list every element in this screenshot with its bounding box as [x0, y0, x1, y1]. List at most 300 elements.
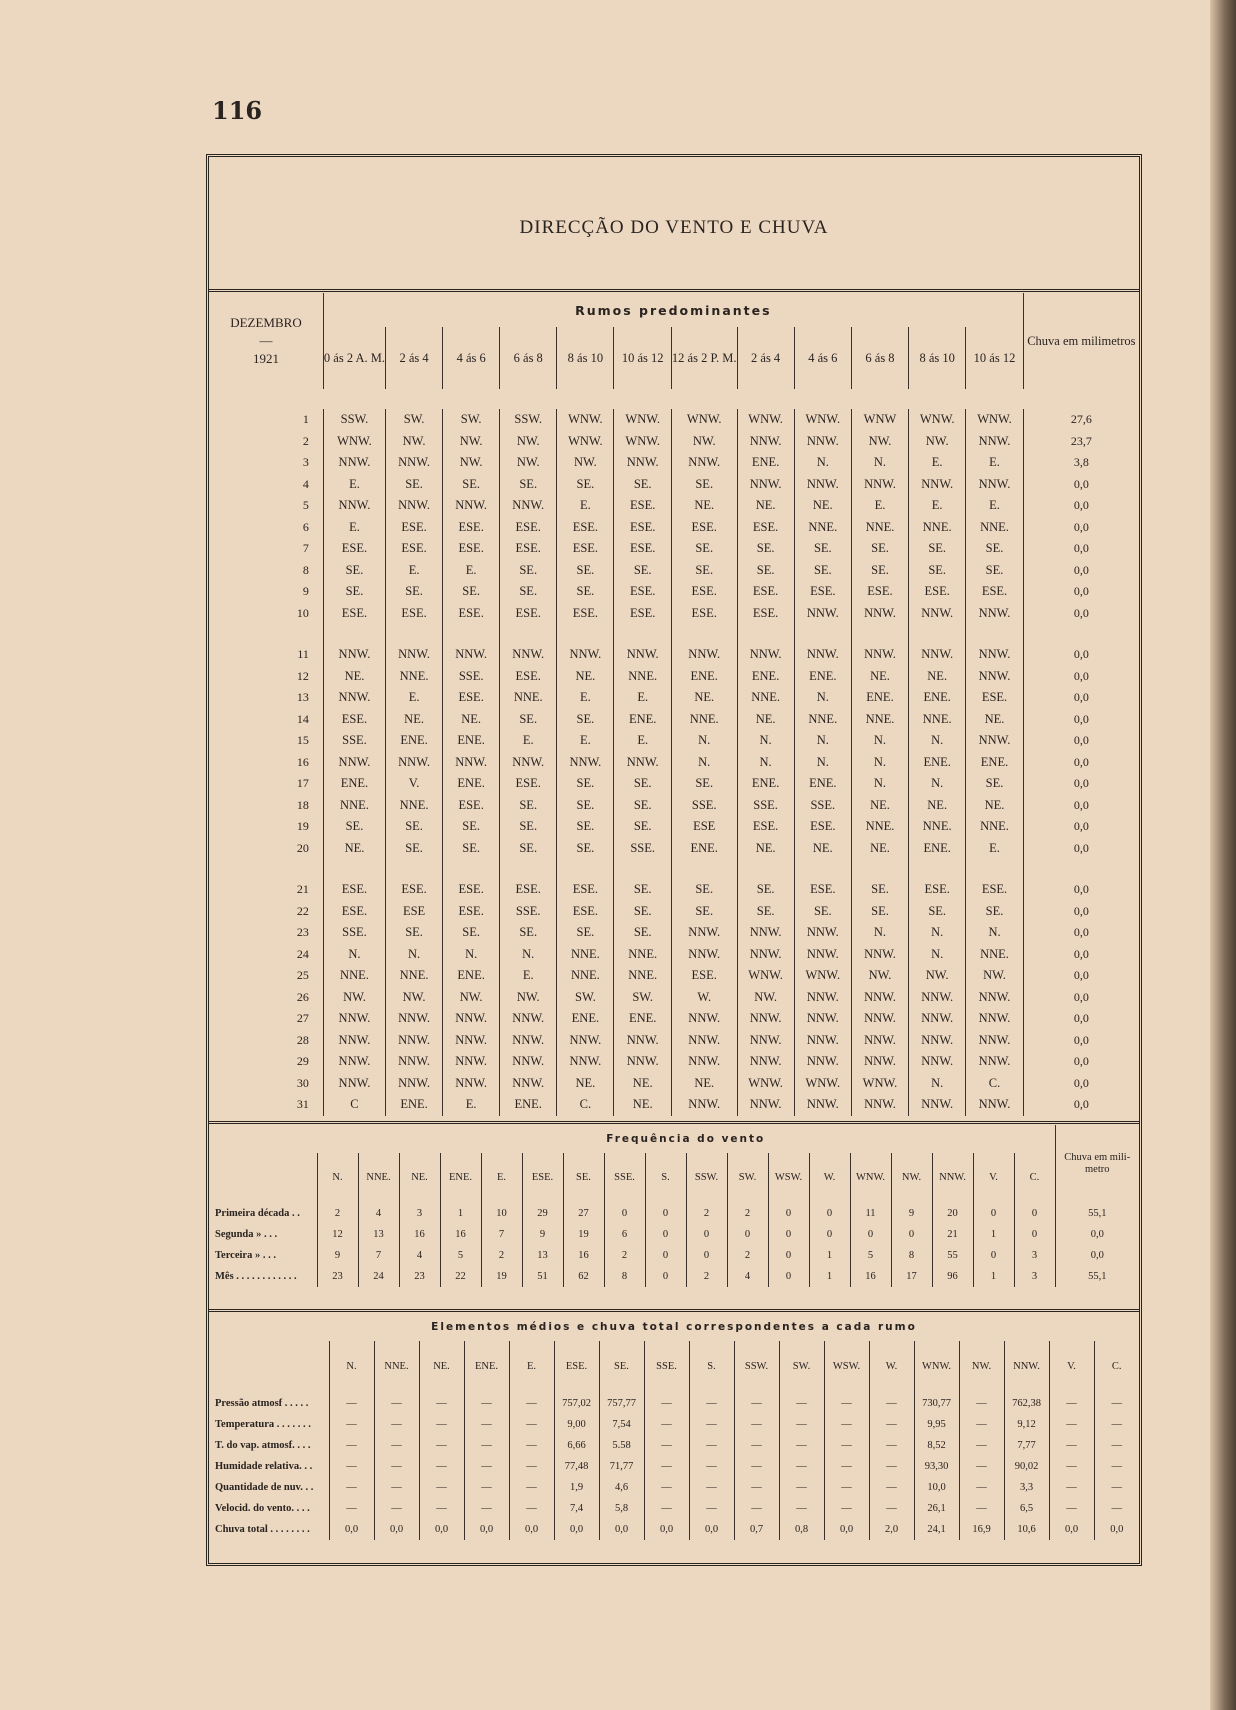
frequency-value: 55: [932, 1245, 973, 1266]
gap-cell: [737, 624, 794, 644]
wind-direction-cell: NNW.: [909, 474, 966, 496]
rain-cell: 0,0: [1023, 517, 1139, 539]
elements-value: 0,0: [509, 1519, 554, 1540]
wind-direction-cell: SE.: [909, 901, 966, 923]
frequency-column-header: SW.: [727, 1153, 768, 1203]
wind-direction-cell: NNW.: [909, 644, 966, 666]
wind-direction-cell: NNW.: [557, 752, 614, 774]
wind-direction-cell: SE.: [966, 901, 1023, 923]
elements-value: —: [869, 1435, 914, 1456]
elements-value: 0,0: [464, 1519, 509, 1540]
elements-column-header: WNW.: [914, 1341, 959, 1393]
month-label: DEZEMBRO: [230, 315, 302, 330]
rain-cell: 0,0: [1023, 709, 1139, 731]
wind-direction-cell: NNW.: [500, 1073, 557, 1095]
year-label: 1921: [252, 351, 279, 366]
day-number: 13: [296, 690, 309, 705]
wind-direction-cell: NNW.: [323, 644, 385, 666]
frequency-column-header: SE.: [563, 1153, 604, 1203]
wind-direction-cell: N.: [909, 944, 966, 966]
frequency-value: 7: [358, 1245, 399, 1266]
elements-column-header: E.: [509, 1341, 554, 1393]
elements-row: [209, 1414, 1139, 1435]
elements-column-header: SE.: [599, 1341, 644, 1393]
elements-value: —: [1049, 1414, 1094, 1435]
wind-direction-cell: NNW.: [500, 495, 557, 517]
day-number: 3: [302, 455, 309, 470]
frequency-value: 2: [727, 1245, 768, 1266]
wind-direction-cell: SE.: [671, 560, 737, 582]
wind-direction-cell: NNE.: [794, 517, 851, 539]
wind-direction-cell: ESE: [386, 901, 443, 923]
wind-direction-cell: NNE.: [386, 795, 443, 817]
wind-direction-cell: SE.: [614, 816, 671, 838]
wind-direction-cell: NNW.: [794, 1051, 851, 1073]
wind-direction-cell: ENE.: [500, 1094, 557, 1116]
frequency-value: 9: [891, 1203, 932, 1224]
elements-value: 24,1: [914, 1519, 959, 1540]
wind-direction-cell: NE.: [909, 666, 966, 688]
wind-direction-cell: SE.: [614, 795, 671, 817]
frequency-value: 1: [973, 1266, 1014, 1287]
elements-value: —: [464, 1456, 509, 1477]
wind-direction-cell: NNW.: [851, 644, 908, 666]
wind-direction-cell: SSE.: [671, 795, 737, 817]
wind-direction-cell: N.: [909, 773, 966, 795]
wind-direction-cell: NNW.: [323, 1030, 385, 1052]
elements-column-header: NNE.: [374, 1341, 419, 1393]
wind-direction-cell: NNE.: [794, 709, 851, 731]
rain-cell: 0,0: [1023, 666, 1139, 688]
wind-direction-cell: ESE.: [737, 581, 794, 603]
elements-row-label: Chuva total . . . . . . . .: [215, 1524, 310, 1535]
elements-row-label: Pressão atmosf . . . . .: [215, 1398, 309, 1409]
frequency-value: 0: [768, 1266, 809, 1287]
wind-direction-cell: NNW.: [671, 1051, 737, 1073]
elements-value: 1,9: [554, 1477, 599, 1498]
wind-direction-cell: E.: [323, 517, 385, 539]
wind-direction-cell: ENE.: [671, 666, 737, 688]
elements-value: —: [464, 1414, 509, 1435]
wind-direction-cell: NE.: [557, 666, 614, 688]
period-header: 0 ás 2 A. M.: [323, 327, 385, 389]
elements-value: —: [374, 1414, 419, 1435]
rain-cell: 0,0: [1023, 816, 1139, 838]
frequency-value: 16: [399, 1224, 440, 1245]
wind-direction-cell: E.: [966, 838, 1023, 860]
period-header: 12 ás 2 P. M.: [671, 327, 737, 389]
elements-value: —: [329, 1456, 374, 1477]
wind-direction-cell: N.: [966, 922, 1023, 944]
wind-direction-cell: ENE.: [614, 1008, 671, 1030]
wind-direction-cell: SE.: [443, 816, 500, 838]
wind-direction-cell: NNW.: [323, 495, 385, 517]
frequency-value: 19: [563, 1224, 604, 1245]
wind-direction-cell: N.: [737, 730, 794, 752]
elements-value: —: [869, 1456, 914, 1477]
wind-direction-cell: N.: [671, 730, 737, 752]
wind-direction-cell: NNW.: [671, 1008, 737, 1030]
elements-value: —: [734, 1414, 779, 1435]
frequency-value: 0: [768, 1245, 809, 1266]
wind-direction-cell: ESE.: [671, 517, 737, 539]
rain-cell: 0,0: [1023, 1030, 1139, 1052]
wind-direction-cell: NNW.: [323, 752, 385, 774]
wind-direction-cell: ENE.: [443, 730, 500, 752]
wind-direction-cell: NW.: [909, 965, 966, 987]
wind-direction-cell: SE.: [614, 474, 671, 496]
frequency-column-header: W.: [809, 1153, 850, 1203]
wind-direction-cell: ENE.: [671, 838, 737, 860]
gap-cell: [1023, 624, 1139, 644]
wind-direction-cell: SW.: [443, 409, 500, 431]
wind-direction-cell: NE.: [614, 1073, 671, 1095]
rain-cell: 0,0: [1023, 922, 1139, 944]
wind-direction-cell: NNW.: [966, 1008, 1023, 1030]
wind-direction-cell: NE.: [737, 838, 794, 860]
wind-direction-cell: NW.: [966, 965, 1023, 987]
wind-day-row: [209, 795, 1139, 817]
day-number: 31: [296, 1097, 309, 1112]
rain-cell: 0,0: [1023, 495, 1139, 517]
wind-direction-cell: NNE.: [323, 965, 385, 987]
frequency-rain: 55,1: [1055, 1266, 1139, 1287]
wind-direction-cell: E.: [909, 495, 966, 517]
wind-direction-cell: WNW.: [851, 1073, 908, 1095]
wind-direction-cell: SSE.: [614, 838, 671, 860]
wind-direction-cell: ESE.: [794, 879, 851, 901]
elements-value: —: [464, 1498, 509, 1519]
elements-value: 26,1: [914, 1498, 959, 1519]
wind-direction-cell: ENE.: [386, 1094, 443, 1116]
frequency-section: [209, 1125, 1139, 1287]
wind-direction-cell: E.: [500, 730, 557, 752]
wind-direction-cell: NNE.: [323, 795, 385, 817]
wind-direction-cell: NNW.: [851, 1008, 908, 1030]
wind-direction-cell: SE.: [671, 901, 737, 923]
frequency-value: 0: [727, 1224, 768, 1245]
frequency-row-label: Primeira década . .: [215, 1208, 300, 1219]
table-frame: [206, 154, 1142, 1566]
wind-direction-cell: SE.: [557, 560, 614, 582]
wind-direction-cell: ESE.: [557, 901, 614, 923]
wind-direction-cell: NNW.: [909, 987, 966, 1009]
elements-value: —: [419, 1414, 464, 1435]
elements-value: —: [644, 1498, 689, 1519]
wind-direction-cell: SE.: [500, 709, 557, 731]
frequency-column-header: NW.: [891, 1153, 932, 1203]
elements-column-header: W.: [869, 1341, 914, 1393]
frequency-value: 1: [440, 1203, 481, 1224]
wind-direction-cell: NNW.: [671, 944, 737, 966]
wind-direction-cell: ESE.: [386, 603, 443, 625]
wind-direction-cell: E.: [557, 687, 614, 709]
frequency-column-header: WNW.: [850, 1153, 891, 1203]
wind-direction-cell: SE.: [671, 879, 737, 901]
wind-direction-cell: WNW.: [737, 965, 794, 987]
wind-direction-cell: NNW.: [909, 1008, 966, 1030]
wind-direction-cell: SE.: [614, 922, 671, 944]
wind-direction-cell: ENE.: [909, 687, 966, 709]
wind-direction-cell: SE.: [443, 922, 500, 944]
frequency-value: 0: [768, 1224, 809, 1245]
wind-direction-cell: E.: [966, 452, 1023, 474]
frequency-value: 4: [399, 1245, 440, 1266]
wind-direction-cell: NNW.: [794, 944, 851, 966]
wind-direction-cell: NNW.: [614, 1051, 671, 1073]
rain-cell: 0,0: [1023, 773, 1139, 795]
wind-direction-cell: SE.: [500, 474, 557, 496]
elements-column-header: N.: [329, 1341, 374, 1393]
frequency-value: 0: [768, 1203, 809, 1224]
elements-value: 0,0: [689, 1519, 734, 1540]
elements-value: —: [644, 1435, 689, 1456]
elements-value: —: [779, 1498, 824, 1519]
period-header: 2 ás 4: [386, 327, 443, 389]
rain-cell: 27,6: [1023, 409, 1139, 431]
wind-direction-cell: NNE.: [614, 666, 671, 688]
wind-direction-cell: NNW.: [443, 752, 500, 774]
wind-day-row: [209, 538, 1139, 560]
label-header-blank: [209, 1341, 329, 1393]
wind-direction-cell: ENE.: [909, 752, 966, 774]
wind-direction-cell: NE.: [737, 495, 794, 517]
elements-section: [209, 1313, 1139, 1540]
elements-value: —: [689, 1435, 734, 1456]
frequency-column-header: NE.: [399, 1153, 440, 1203]
wind-direction-cell: SE.: [500, 922, 557, 944]
wind-direction-cell: NW.: [500, 452, 557, 474]
wind-direction-cell: NNW.: [386, 1008, 443, 1030]
wind-direction-cell: ESE.: [443, 538, 500, 560]
wind-direction-cell: NNE.: [500, 687, 557, 709]
elements-column-header: S.: [689, 1341, 734, 1393]
wind-direction-section: [209, 293, 1139, 1116]
rain-cell: 0,0: [1023, 965, 1139, 987]
wind-direction-cell: N.: [443, 944, 500, 966]
frequency-row: [209, 1245, 1139, 1266]
wind-direction-cell: E.: [966, 495, 1023, 517]
wind-direction-cell: ESE.: [500, 603, 557, 625]
wind-day-row: [209, 1051, 1139, 1073]
frequency-rain-header: Chuva em mili-metro: [1055, 1125, 1139, 1203]
wind-direction-cell: NNW.: [851, 603, 908, 625]
wind-direction-cell: ESE.: [671, 965, 737, 987]
elements-column-header: V.: [1049, 1341, 1094, 1393]
elements-value: 0,8: [779, 1519, 824, 1540]
wind-direction-cell: NNW.: [966, 987, 1023, 1009]
frequency-column-header: SSE.: [604, 1153, 645, 1203]
wind-direction-cell: NNW.: [737, 1094, 794, 1116]
frequency-value: 9: [522, 1224, 563, 1245]
frequency-row: [209, 1224, 1139, 1245]
wind-direction-cell: E.: [557, 730, 614, 752]
elements-value: —: [824, 1498, 869, 1519]
frequency-value: 20: [932, 1203, 973, 1224]
wind-direction-cell: NNE.: [614, 944, 671, 966]
wind-direction-cell: NNW.: [386, 495, 443, 517]
wind-day-row: [209, 816, 1139, 838]
frequency-value: 3: [1014, 1245, 1055, 1266]
wind-direction-cell: SE.: [671, 538, 737, 560]
elements-value: —: [1049, 1435, 1094, 1456]
wind-direction-cell: SE.: [386, 816, 443, 838]
wind-direction-cell: ESE.: [794, 581, 851, 603]
gap-cell: [500, 859, 557, 879]
month-header: [209, 293, 323, 389]
spacer-row: [209, 389, 1139, 409]
elements-value: —: [824, 1414, 869, 1435]
frequency-value: 4: [727, 1266, 768, 1287]
gap-cell: [443, 859, 500, 879]
wind-direction-cell: NNE.: [966, 517, 1023, 539]
elements-value: —: [509, 1393, 554, 1414]
frequency-value: 0: [1014, 1203, 1055, 1224]
rain-cell: 0,0: [1023, 560, 1139, 582]
elements-value: —: [734, 1498, 779, 1519]
elements-value: —: [329, 1414, 374, 1435]
wind-direction-cell: V.: [386, 773, 443, 795]
wind-direction-cell: NNW.: [386, 644, 443, 666]
frequency-value: 0: [809, 1203, 850, 1224]
frequency-value: 4: [358, 1203, 399, 1224]
wind-direction-cell: C.: [557, 1094, 614, 1116]
elements-value: 10,0: [914, 1477, 959, 1498]
day-number: 2: [302, 433, 309, 448]
period-header: 6 ás 8: [500, 327, 557, 389]
wind-direction-cell: E.: [851, 495, 908, 517]
frequency-value: 2: [727, 1203, 768, 1224]
elements-row: [209, 1477, 1139, 1498]
period-header: 10 ás 12: [966, 327, 1023, 389]
wind-direction-cell: ESE.: [557, 603, 614, 625]
frequency-value: 8: [891, 1245, 932, 1266]
wind-direction-cell: N.: [851, 730, 908, 752]
elements-value: —: [329, 1498, 374, 1519]
wind-direction-cell: SE.: [386, 474, 443, 496]
wind-direction-cell: ESE.: [443, 687, 500, 709]
wind-direction-cell: NNW.: [851, 1030, 908, 1052]
elements-value: 5,8: [599, 1498, 644, 1519]
elements-row-label: Temperatura . . . . . . .: [215, 1419, 311, 1430]
wind-direction-cell: NNE.: [909, 517, 966, 539]
wind-direction-cell: NNW.: [386, 1051, 443, 1073]
gap-cell: [614, 624, 671, 644]
rain-cell: 0,0: [1023, 752, 1139, 774]
wind-direction-cell: E.: [443, 1094, 500, 1116]
wind-direction-cell: NNW.: [737, 922, 794, 944]
elements-value: —: [329, 1477, 374, 1498]
wind-direction-cell: ESE.: [966, 879, 1023, 901]
elements-value: —: [644, 1456, 689, 1477]
frequency-value: 5: [440, 1245, 481, 1266]
frequency-value: 16: [440, 1224, 481, 1245]
wind-direction-cell: SSE.: [443, 666, 500, 688]
wind-direction-cell: ENE.: [737, 773, 794, 795]
elements-value: 6,5: [1004, 1498, 1049, 1519]
wind-direction-cell: WNW.: [323, 431, 385, 453]
wind-direction-cell: NNW.: [500, 1030, 557, 1052]
wind-direction-cell: SE.: [557, 795, 614, 817]
wind-direction-cell: N.: [323, 944, 385, 966]
elements-row-label: Quantidade de nuv. . .: [215, 1482, 314, 1493]
elements-value: 0,0: [329, 1519, 374, 1540]
wind-direction-cell: SSE.: [794, 795, 851, 817]
gap-cell: [909, 624, 966, 644]
wind-direction-cell: NW.: [443, 452, 500, 474]
wind-day-row: [209, 560, 1139, 582]
wind-direction-cell: NNW.: [671, 1030, 737, 1052]
elements-column-header: SSE.: [644, 1341, 689, 1393]
wind-direction-cell: NNW.: [614, 752, 671, 774]
day-number: 17: [296, 776, 309, 791]
frequency-value: 27: [563, 1203, 604, 1224]
wind-direction-cell: NNW.: [737, 1030, 794, 1052]
elements-value: —: [644, 1414, 689, 1435]
wind-day-row: [209, 644, 1139, 666]
elements-value: 3,3: [1004, 1477, 1049, 1498]
gap-cell: [966, 624, 1023, 644]
frequency-column-header: C.: [1014, 1153, 1055, 1203]
elements-value: —: [734, 1477, 779, 1498]
day-number: 14: [296, 711, 309, 726]
frequency-value: 1: [809, 1266, 850, 1287]
period-header: 8 ás 10: [557, 327, 614, 389]
wind-direction-cell: NNW.: [966, 1051, 1023, 1073]
frequency-value: 62: [563, 1266, 604, 1287]
wind-direction-cell: NNW.: [737, 474, 794, 496]
elements-value: —: [779, 1435, 824, 1456]
wind-direction-cell: NNW.: [386, 752, 443, 774]
wind-direction-cell: ESE.: [557, 879, 614, 901]
wind-direction-cell: E.: [557, 495, 614, 517]
wind-day-row: [209, 517, 1139, 539]
frequency-column-header: WSW.: [768, 1153, 809, 1203]
frequency-value: 10: [481, 1203, 522, 1224]
wind-day-row: [209, 1094, 1139, 1116]
frequency-value: 29: [522, 1203, 563, 1224]
wind-direction-cell: ESE.: [737, 517, 794, 539]
rain-cell: 0,0: [1023, 1073, 1139, 1095]
wind-direction-cell: SE.: [851, 560, 908, 582]
period-header: 2 ás 4: [737, 327, 794, 389]
rain-cell: 0,0: [1023, 730, 1139, 752]
elements-value: 0,0: [644, 1519, 689, 1540]
frequency-value: 3: [1014, 1266, 1055, 1287]
rain-cell: 0,0: [1023, 879, 1139, 901]
wind-direction-cell: NNE.: [614, 965, 671, 987]
wind-day-row: [209, 879, 1139, 901]
elements-value: —: [464, 1393, 509, 1414]
wind-direction-cell: WNW.: [794, 1073, 851, 1095]
frequency-value: 51: [522, 1266, 563, 1287]
wind-direction-cell: SW.: [386, 409, 443, 431]
frequency-row-label: Terceira » . . .: [215, 1250, 276, 1261]
frequency-value: 0: [604, 1203, 645, 1224]
wind-direction-cell: WNW.: [557, 409, 614, 431]
wind-direction-cell: ESE.: [614, 517, 671, 539]
wind-direction-cell: NE.: [794, 838, 851, 860]
rain-cell: 0,0: [1023, 901, 1139, 923]
wind-direction-cell: ESE.: [500, 538, 557, 560]
elements-value: —: [374, 1393, 419, 1414]
wind-direction-cell: E.: [909, 452, 966, 474]
frequency-value: 0: [1014, 1224, 1055, 1245]
wind-direction-cell: ESE.: [557, 517, 614, 539]
day-number: 26: [296, 989, 309, 1004]
rain-cell: 0,0: [1023, 474, 1139, 496]
wind-direction-cell: ESE.: [909, 581, 966, 603]
